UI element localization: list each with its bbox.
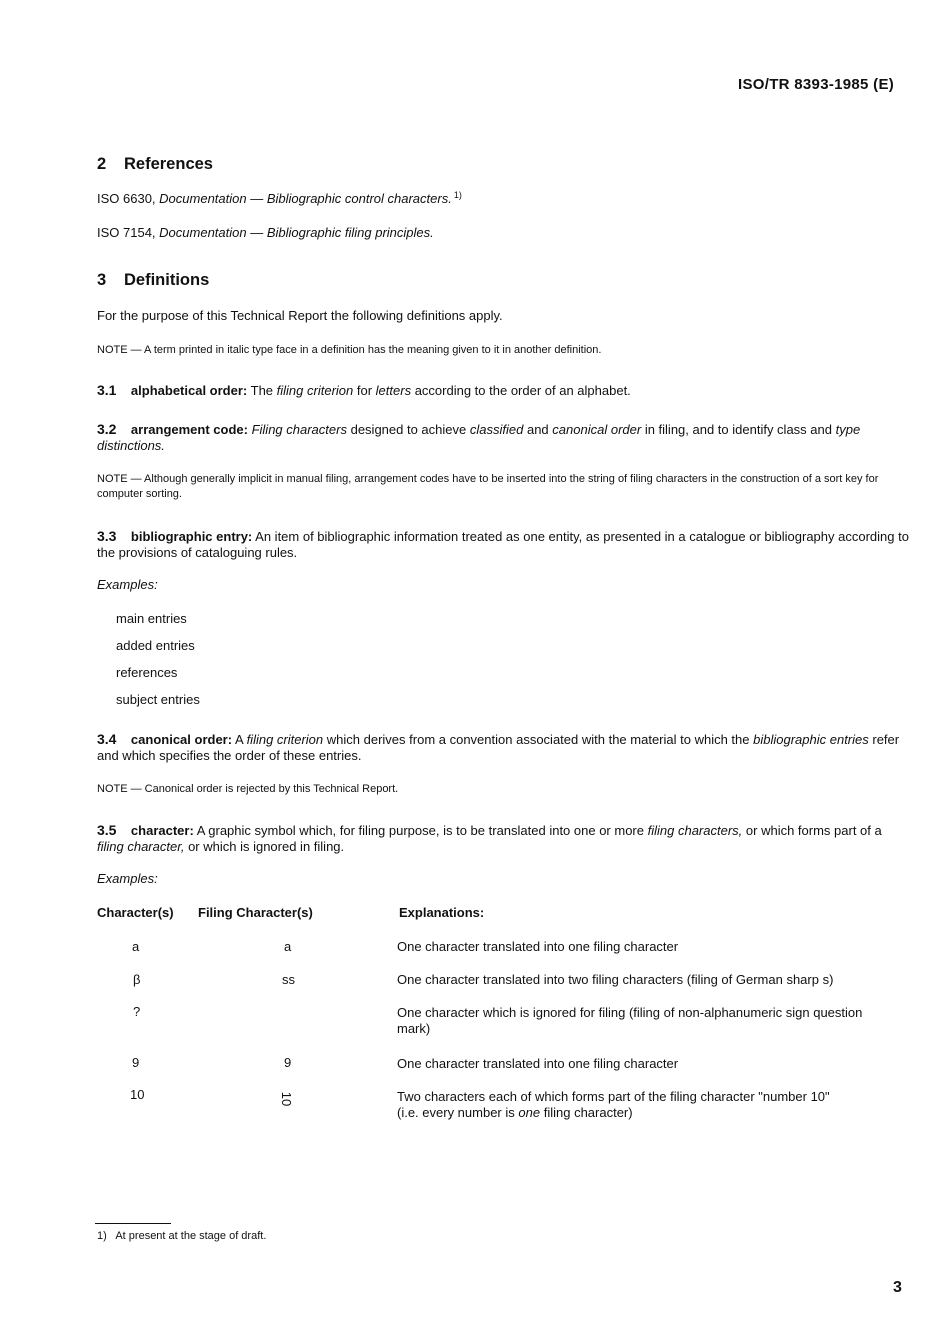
definition-3-2: 3.2 arrangement code: Filing characters designed to achieve classified and canonical order in filing, and to identify class and type distinctions. <box>97 421 861 453</box>
definition-3-2-note: NOTE — Although generally implicit in manual filing, arrangement codes have to be inserted into the string of filing characters in the construction of a sort key for computer sorting. <box>97 473 879 500</box>
definition-3-1: 3.1 alphabetical order: The filing criterion for letters according to the order of an alphabet. <box>97 382 631 398</box>
table-cell-character: β <box>133 972 141 987</box>
table-cell-explanation: One character translated into two filing characters (filing of German sharp s) <box>397 972 834 987</box>
definition-term: arrangement code: <box>130 422 248 437</box>
definition-3-3: 3.3 bibliographic entry: An item of bibliographic information treated as one entity, as presented in a catalogue or bibliography according to the provisions of cataloguing rules. <box>97 528 909 560</box>
section-title: Definitions <box>124 271 210 289</box>
table-header-filing-characters: Filing Character(s) <box>198 905 313 920</box>
table-cell-explanation: One character translated into one filing character <box>397 939 679 954</box>
footnote-text: At present at the stage of draft. <box>115 1230 267 1242</box>
section-definitions-heading <box>97 271 209 290</box>
footnote-mark: 1) <box>97 1230 107 1242</box>
section-number: 3 <box>97 271 107 289</box>
reference-item: ISO 7154, Documentation — Bibliographic filing principles. <box>97 225 434 240</box>
definition-term: bibliographic entry: <box>130 529 253 544</box>
table-cell-character: 10 <box>130 1087 145 1102</box>
example-item: references <box>116 665 178 680</box>
examples-label: Examples: <box>97 871 158 886</box>
table-header-characters: Character(s) <box>97 905 174 920</box>
table-cell-filing: a <box>284 939 292 954</box>
definitions-intro: For the purpose of this Technical Report the following definitions apply. <box>97 308 503 323</box>
table-header-explanations: Explanations: <box>399 905 485 920</box>
footnote-rule <box>95 1223 171 1224</box>
table-cell-filing: 9 <box>284 1055 292 1070</box>
table-cell-filing: ss <box>282 972 295 987</box>
definition-term: canonical order: <box>130 732 233 747</box>
examples-label: Examples: <box>97 577 158 592</box>
table-cell-character: a <box>132 939 140 954</box>
table-cell-explanation: One character translated into one filing character <box>397 1056 679 1071</box>
table-cell-character: ? <box>133 1004 141 1019</box>
example-item: main entries <box>116 611 187 626</box>
definition-3-5: 3.5 character: A graphic symbol which, for filing purpose, is to be translated into one or more filing characters, or which forms part of a filing character, or which is ignored in filing. <box>97 822 882 854</box>
section-title: References <box>124 155 213 173</box>
definitions-note: NOTE — A term printed in italic type face in a definition has the meaning given to it in another definition. <box>97 344 602 356</box>
table-cell-explanation: One character which is ignored for filing (filing of non-alphanumeric sign question mark) <box>397 1005 863 1036</box>
example-item: subject entries <box>116 692 200 707</box>
reference-item: ISO 6630, Documentation — Bibliographic control characters. $^{1)}$ <box>97 190 462 206</box>
document-id: ISO/TR 8393-1985 (E) <box>738 76 895 93</box>
page-number: 3 <box>893 1279 902 1296</box>
footnote <box>97 1230 266 1242</box>
section-references-heading <box>97 155 213 174</box>
table-cell-explanation: Two characters each of which forms part of the filing character "number 10" (i.e. every number is one filing character) <box>397 1089 830 1120</box>
definition-3-4: 3.4 canonical order: A filing criterion which derives from a convention associated with the material to which the bibliographic entries refer and which specifies the order of these entries. <box>97 731 900 763</box>
definition-3-4-note: NOTE — Canonical order is rejected by this Technical Report. <box>97 783 399 795</box>
example-item: added entries <box>116 638 195 653</box>
definition-term: character: <box>130 823 194 838</box>
table-cell-filing: 10 <box>279 1091 295 1107</box>
footnote-marker: 1) <box>453 190 462 200</box>
table-cell-character: 9 <box>132 1055 140 1070</box>
definition-term: alphabetical order: <box>130 383 248 398</box>
section-number: 2 <box>97 155 107 173</box>
